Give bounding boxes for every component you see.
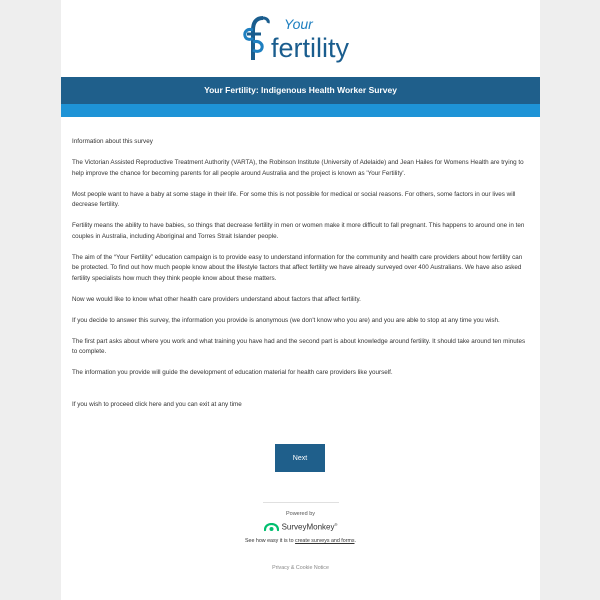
intro-paragraph: The first part asks about where you work and what training you have had and the second part is about knowledge around fertility. It should take around ten minutes to complete. <box>72 337 526 355</box>
logo-word-main: fertility <box>271 33 350 63</box>
privacy-cookie-link[interactable]: Privacy & Cookie Notice <box>272 565 329 571</box>
surveymonkey-name <box>282 522 338 532</box>
surveymonkey-logo[interactable] <box>61 521 540 533</box>
intro-paragraph: The Victorian Assisted Reproductive Treatment Authority (VARTA), the Robinson Institute (University of Adelaide) and Jean Hailes for Womens Health are trying to help improve the chance for becoming parents for all people around Australia and the project is known as 'Your Fertility'. <box>72 159 524 177</box>
powered-by-footer <box>61 502 540 544</box>
survey-title: Your Fertility: Indigenous Health Worker Survey <box>61 77 540 104</box>
surveymonkey-tagline <box>61 538 540 544</box>
intro-paragraph: If you decide to answer this survey, the information you provide is anonymous (we don't know who you are) and you are able to stop at any time you wish. <box>72 316 500 324</box>
create-surveys-link[interactable]: create surveys and forms <box>295 538 355 544</box>
intro-paragraph: Now we would like to know what other health care providers understand about factors that affect fertility. <box>72 295 361 303</box>
your-fertility-logo <box>61 0 540 77</box>
tagline-suffix: . <box>354 538 356 544</box>
intro-paragraph: Most people want to have a baby at some stage in their life. For some this is not possible for medical or social reasons. For others, some factors in our lives will decrease fertility. <box>72 190 516 208</box>
intro-paragraph: The information you provide will guide the development of education material for health care providers like yourself. <box>72 369 393 376</box>
intro-heading: Information about this survey <box>72 138 153 145</box>
provider-name: SurveyMonkey <box>281 522 335 532</box>
survey-page <box>61 0 540 600</box>
fertility-logo-icon <box>241 14 361 64</box>
powered-by-label: Powered by <box>285 511 316 517</box>
progress-bar <box>61 104 540 117</box>
survey-intro <box>72 137 527 421</box>
provider-mark: ® <box>334 522 338 528</box>
next-button[interactable]: Next <box>275 444 325 472</box>
intro-paragraph: Fertility means the ability to have babies, so things that decrease fertility in men or women make it more difficult to fall pregnant. This happens to around one in ten couples in Australia, including Aboriginal and Torres Strait Islander people. <box>72 222 525 240</box>
logo-word-top: Your <box>284 16 313 32</box>
footer-divider <box>263 502 339 503</box>
surveymonkey-icon <box>264 523 279 532</box>
intro-paragraph: The aim of the “Your Fertility” education campaign is to provide easy to understand information for the community and health care providers about how fertility can be protected. To find out how much people know about the lifestyle factors that affect fertility we have already surveyed over 400 Australians. We have also asked fertility specialists how much they think people know about these matters. <box>72 253 523 282</box>
tagline-prefix: See how easy it is to <box>244 538 296 544</box>
proceed-text: If you wish to proceed click here and you can exit at any time <box>72 400 242 408</box>
